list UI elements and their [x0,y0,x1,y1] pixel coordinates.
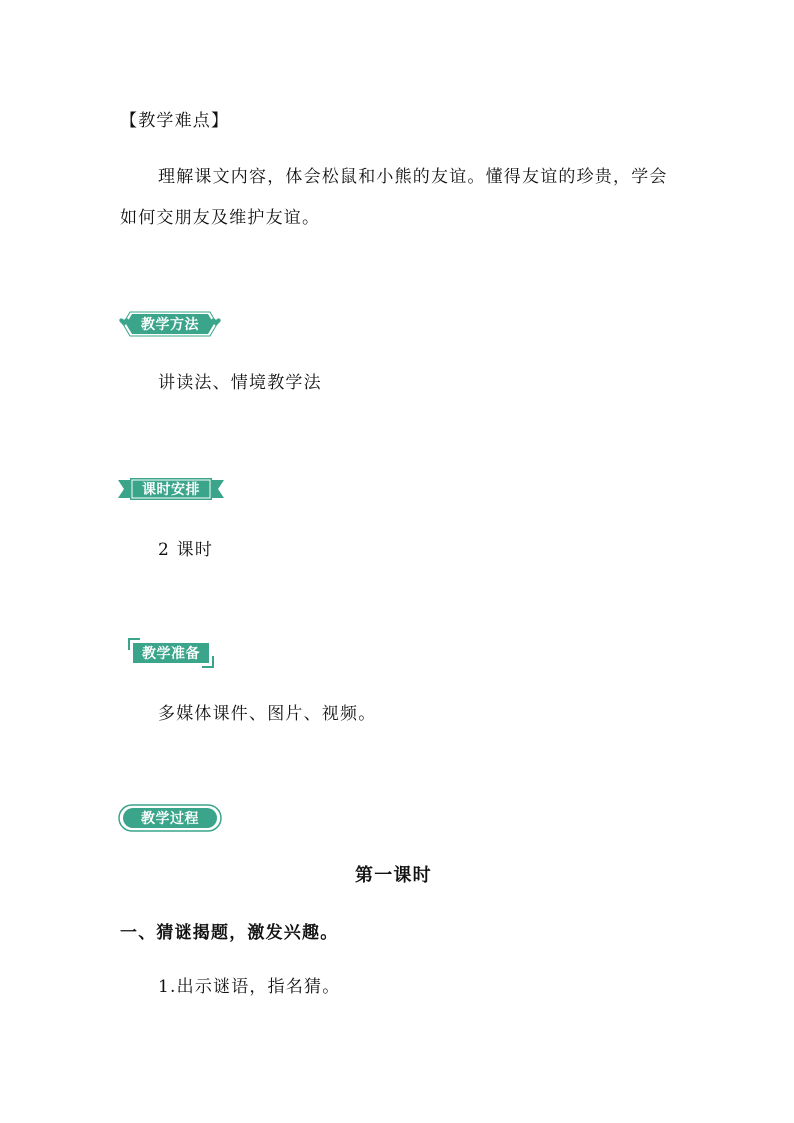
preparation-text: 多媒体课件、图片、视频。 [158,704,377,724]
schedule-text: 2 课时 [158,540,214,560]
step-1-item-1: 1.出示谜语，指名猜。 [158,977,341,997]
schedule-badge [118,476,224,502]
methods-badge-label: 教学方法 [141,317,199,333]
process-badge-label: 教学过程 [141,811,199,827]
difficulty-line-1: 理解课文内容，体会松鼠和小熊的友谊。懂得友谊的珍贵，学会 [158,167,668,187]
methods-badge [118,310,222,338]
methods-text: 讲读法、情境教学法 [158,373,322,393]
schedule-badge-label: 课时安排 [142,482,200,498]
preparation-badge [128,638,214,668]
preparation-badge-label: 教学准备 [142,646,200,662]
difficulty-line-2: 如何交朋友及维护友谊。 [120,208,321,228]
step-1-heading: 一、猜谜揭题，激发兴趣。 [120,923,339,943]
lesson-title: 第一课时 [355,865,432,886]
difficulty-heading: 【教学难点】 [120,111,230,131]
process-badge [118,804,222,832]
